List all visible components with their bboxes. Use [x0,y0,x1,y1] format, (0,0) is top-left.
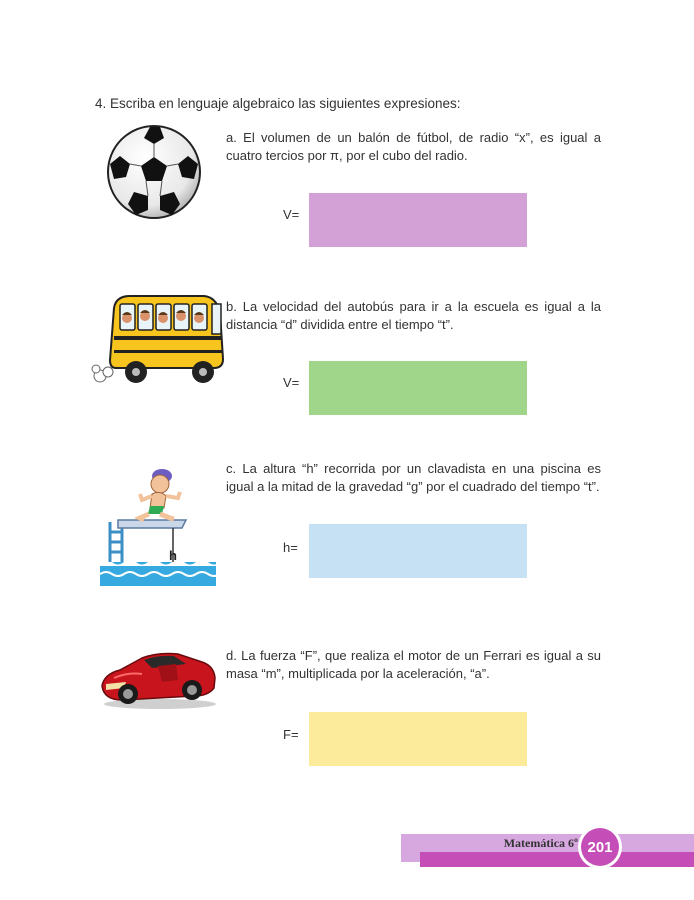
item-a-label: V= [283,207,300,222]
item-c-answer-box[interactable] [309,524,527,578]
page-number: 201 [581,828,619,866]
ferrari-car-icon [98,644,218,715]
item-b-answer-box[interactable] [309,361,527,415]
footer-subject: Matemática 6º [503,836,578,850]
item-c-text: c. La altura “h” recorrida por un clavadista en una piscina es igual a la mitad de la gravedad “g” por el cuadrado del tiempo “t”. [226,461,601,494]
item-c-label: h= [283,540,298,555]
diver-icon [100,462,216,591]
soccer-ball-icon [106,124,202,225]
item-b-label: V= [283,375,300,390]
item-d-answer-box[interactable] [309,712,527,766]
height-label: h [169,548,177,563]
item-a-text: a. El volumen de un balón de fútbol, de radio “x”, es igual a cuatro tercios por π, por el cubo del radio. [226,130,601,163]
item-d-label: F= [283,727,299,742]
item-d-text: d. La fuerza “F”, que realiza el motor de un Ferrari es igual a su masa “m”, multiplicada por la aceleración, “a”. [226,648,601,681]
item-a-answer-box[interactable] [309,193,527,247]
footer-band-dark [420,852,694,867]
exercise-heading: 4. Escriba en lenguaje algebraico las siguientes expresiones: [95,96,461,111]
item-b-text: b. La velocidad del autobús para ir a la escuela es igual a la distancia “d” dividida entre el tiempo “t”. [226,299,601,332]
school-bus-icon [86,294,228,394]
